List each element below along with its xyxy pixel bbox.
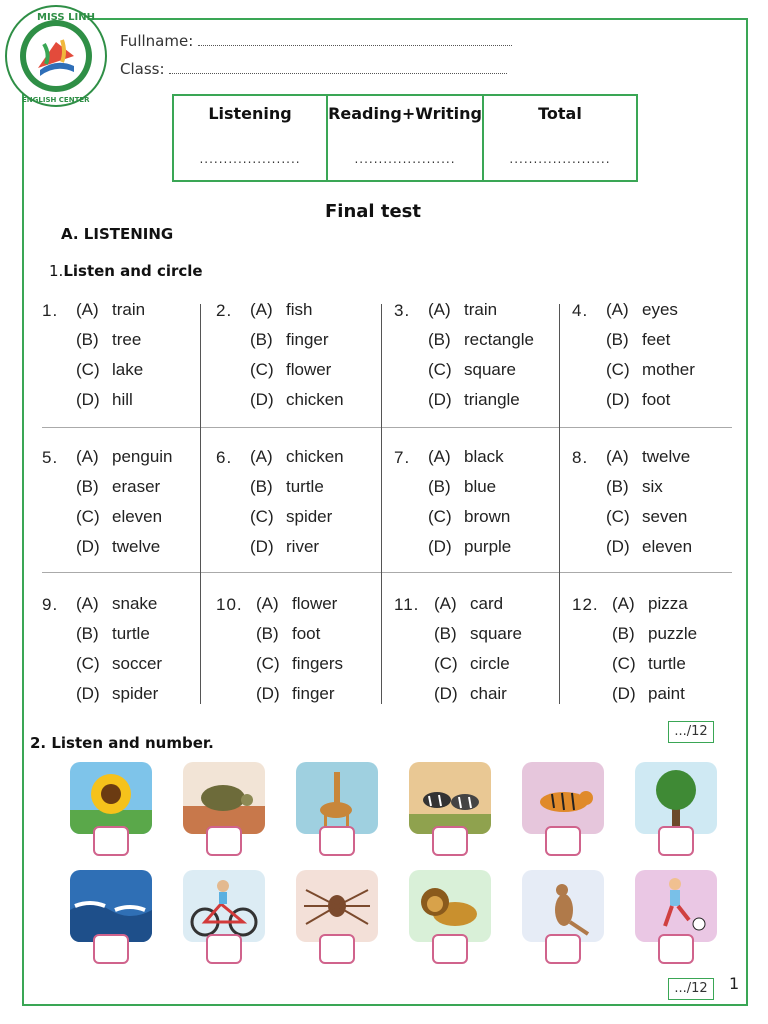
option-word: spider <box>112 684 159 703</box>
option-letter: (C) <box>76 507 100 526</box>
option-letter: (C) <box>428 507 452 526</box>
option-letter: (C) <box>76 360 100 379</box>
option-letter: (D) <box>606 537 630 556</box>
option-letter: (D) <box>76 390 100 409</box>
question-number: 10. <box>216 595 243 614</box>
option-letter: (A) <box>612 594 635 613</box>
option-letter: (B) <box>250 477 273 496</box>
option-word: feet <box>642 330 671 349</box>
question-number: 11. <box>394 595 420 614</box>
question-grid <box>42 296 732 706</box>
option-letter: (D) <box>76 537 100 556</box>
number-answer-box[interactable] <box>432 934 468 964</box>
option-word: fingers <box>292 654 344 673</box>
option-letter: (D) <box>612 684 636 703</box>
score-cell-total <box>484 96 636 180</box>
score-cell-reading-writing <box>328 96 484 180</box>
option-word: seven <box>642 507 688 526</box>
number-answer-box[interactable] <box>319 826 355 856</box>
lion-picture <box>409 870 491 942</box>
option-word: soccer <box>112 654 163 673</box>
option-letter: (B) <box>434 624 457 643</box>
option-letter: (C) <box>250 360 274 379</box>
question-number: 7. <box>394 448 411 467</box>
number-answer-box[interactable] <box>206 934 242 964</box>
bicycle-picture <box>183 870 265 942</box>
question-7 <box>394 443 554 568</box>
option-letter: (B) <box>76 330 99 349</box>
miss-linh-logo <box>4 4 108 108</box>
option-word: finger <box>286 330 329 349</box>
question-number: 1. <box>42 301 59 320</box>
section-heading: A. LISTENING <box>61 225 174 243</box>
number-answer-box[interactable] <box>93 934 129 964</box>
option-letter: (A) <box>256 594 279 613</box>
option-word: black <box>464 447 504 466</box>
option-word: eyes <box>642 300 678 319</box>
option-letter: (A) <box>434 594 457 613</box>
number-answer-box[interactable] <box>658 826 694 856</box>
option-letter: (C) <box>606 507 630 526</box>
option-word: foot <box>292 624 321 643</box>
sunflower-picture <box>70 762 152 834</box>
option-word: eleven <box>642 537 693 556</box>
option-letter: (B) <box>606 330 629 349</box>
score-header: Listening <box>208 104 292 123</box>
option-letter: (C) <box>612 654 636 673</box>
logo-top-text: MISS LINH <box>37 12 95 23</box>
option-word: turtle <box>286 477 324 496</box>
question-9 <box>42 590 202 715</box>
option-word: card <box>470 594 504 613</box>
option-word: twelve <box>642 447 691 466</box>
page-number: 1 <box>729 974 740 993</box>
fullname-label: Fullname: <box>120 32 194 50</box>
option-word: turtle <box>112 624 150 643</box>
option-letter: (B) <box>256 624 279 643</box>
number-answer-box[interactable] <box>545 934 581 964</box>
option-letter: (A) <box>76 300 99 319</box>
option-letter: (D) <box>434 684 458 703</box>
question-1 <box>42 296 202 421</box>
question-number: 6. <box>216 448 233 467</box>
option-letter: (B) <box>428 330 451 349</box>
score-header: Total <box>538 104 582 123</box>
class-blank[interactable] <box>169 61 507 74</box>
question-3 <box>394 296 554 421</box>
option-word: triangle <box>464 390 520 409</box>
option-letter: (D) <box>606 390 630 409</box>
option-word: train <box>464 300 498 319</box>
turtle-picture <box>183 762 265 834</box>
option-letter: (A) <box>76 447 99 466</box>
row-divider <box>42 427 732 428</box>
score-header: Reading+Writing <box>328 104 482 123</box>
option-word: twelve <box>112 537 161 556</box>
fullname-blank[interactable] <box>198 33 512 46</box>
option-word: mother <box>642 360 695 379</box>
question-number: 4. <box>572 301 589 320</box>
option-word: pizza <box>648 594 688 613</box>
question-number: 8. <box>572 448 589 467</box>
waves-picture <box>70 870 152 942</box>
number-answer-box[interactable] <box>206 826 242 856</box>
option-word: flower <box>292 594 338 613</box>
question-10 <box>216 590 376 715</box>
option-word: square <box>470 624 522 643</box>
tiger-picture <box>522 762 604 834</box>
option-word: eraser <box>112 477 161 496</box>
option-word: eleven <box>112 507 163 526</box>
part2-score-box[interactable]: .../12 <box>668 978 714 1000</box>
option-word: flower <box>286 360 332 379</box>
question-2 <box>216 296 376 421</box>
option-letter: (B) <box>428 477 451 496</box>
option-word: lake <box>112 360 144 379</box>
zebras-picture <box>409 762 491 834</box>
option-letter: (D) <box>428 537 452 556</box>
question-number: 2. <box>216 301 233 320</box>
option-letter: (D) <box>250 537 274 556</box>
tree-picture <box>635 762 717 834</box>
option-letter: (A) <box>76 594 99 613</box>
question-8 <box>572 443 732 568</box>
spider-picture <box>296 870 378 942</box>
option-letter: (C) <box>428 360 452 379</box>
option-word: spider <box>286 507 333 526</box>
question-11 <box>394 590 554 715</box>
class-label: Class: <box>120 60 165 78</box>
score-blank[interactable]: ..................... <box>199 152 301 166</box>
option-letter: (B) <box>612 624 635 643</box>
score-blank[interactable]: ..................... <box>509 152 611 166</box>
page-title: Final test <box>325 201 421 222</box>
option-word: six <box>642 477 663 496</box>
option-letter: (A) <box>606 300 629 319</box>
option-word: rectangle <box>464 330 534 349</box>
option-letter: (B) <box>250 330 273 349</box>
option-word: puzzle <box>648 624 698 643</box>
question-6 <box>216 443 376 568</box>
number-answer-box[interactable] <box>432 826 468 856</box>
part1-heading <box>49 262 203 280</box>
option-letter: (A) <box>250 300 273 319</box>
option-word: snake <box>112 594 158 613</box>
option-letter: (C) <box>606 360 630 379</box>
number-answer-box[interactable] <box>658 934 694 964</box>
option-word: brown <box>464 507 511 526</box>
option-word: chicken <box>286 447 344 466</box>
giraffe-picture <box>296 762 378 834</box>
option-letter: (D) <box>250 390 274 409</box>
picture-grid <box>60 762 720 982</box>
question-4 <box>572 296 732 421</box>
option-word: penguin <box>112 447 173 466</box>
score-table <box>172 94 638 182</box>
option-letter: (A) <box>606 447 629 466</box>
question-number: 9. <box>42 595 59 614</box>
option-letter: (B) <box>606 477 629 496</box>
question-number: 12. <box>572 595 599 614</box>
option-word: tree <box>112 330 142 349</box>
option-letter: (B) <box>76 624 99 643</box>
option-word: blue <box>464 477 497 496</box>
column-divider <box>559 304 560 704</box>
option-word: finger <box>292 684 335 703</box>
number-answer-box[interactable] <box>319 934 355 964</box>
part1-score-box[interactable]: .../12 <box>668 721 714 743</box>
option-letter: (C) <box>76 654 100 673</box>
option-word: foot <box>642 390 671 409</box>
option-word: chicken <box>286 390 344 409</box>
option-letter: (A) <box>428 447 451 466</box>
option-word: fish <box>286 300 313 319</box>
option-letter: (C) <box>250 507 274 526</box>
column-divider <box>381 304 382 704</box>
row-divider <box>42 572 732 573</box>
option-letter: (D) <box>256 684 280 703</box>
option-letter: (A) <box>428 300 451 319</box>
option-letter: (C) <box>434 654 458 673</box>
option-word: square <box>464 360 516 379</box>
part1-instruction: Listen and circle <box>63 262 203 280</box>
option-word: purple <box>464 537 512 556</box>
option-letter: (D) <box>76 684 100 703</box>
option-word: chair <box>470 684 507 703</box>
question-12 <box>572 590 732 715</box>
option-letter: (B) <box>76 477 99 496</box>
option-word: hill <box>112 390 133 409</box>
number-answer-box[interactable] <box>93 826 129 856</box>
logo-bottom-text: ENGLISH CENTER <box>22 96 90 104</box>
option-letter: (D) <box>428 390 452 409</box>
kangaroo-picture <box>522 870 604 942</box>
option-word: circle <box>470 654 510 673</box>
option-letter: (C) <box>256 654 280 673</box>
option-word: train <box>112 300 146 319</box>
part1-number: 1. <box>49 262 64 280</box>
number-answer-box[interactable] <box>545 826 581 856</box>
soccer-picture <box>635 870 717 942</box>
question-number: 3. <box>394 301 411 320</box>
fullname-line <box>120 32 512 50</box>
part2-heading: 2. Listen and number. <box>30 734 214 752</box>
option-word: river <box>286 537 320 556</box>
score-blank[interactable]: ..................... <box>354 152 456 166</box>
score-cell-listening <box>174 96 328 180</box>
option-letter: (A) <box>250 447 273 466</box>
question-5 <box>42 443 202 568</box>
option-word: paint <box>648 684 685 703</box>
class-line <box>120 60 507 78</box>
option-word: turtle <box>648 654 686 673</box>
question-number: 5. <box>42 448 59 467</box>
